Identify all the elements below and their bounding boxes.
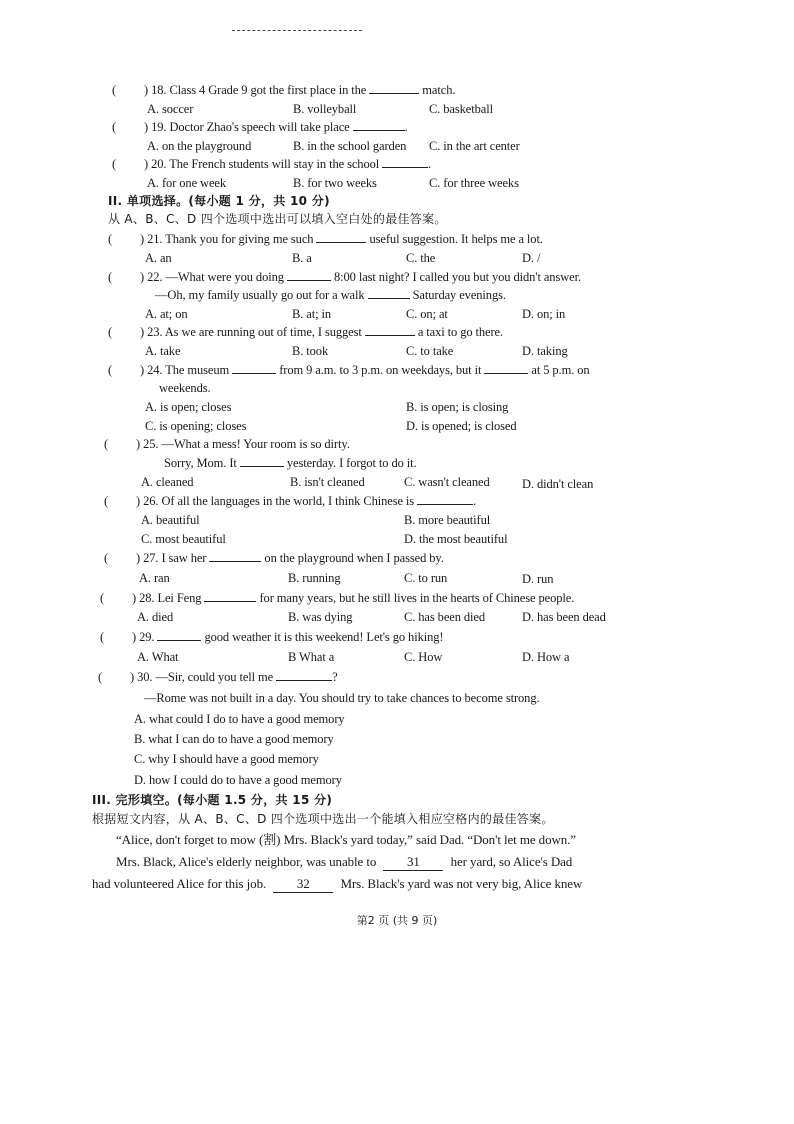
q18-option-a: A. soccer [147,102,194,116]
q27-option-d: D. run [522,572,554,586]
passage-line-3: had volunteered Alice for this job. 32 Mrs. Black's yard was not very big, Alice knew [92,876,583,891]
question-23: ( ) 23. As we are running out of time, I suggest a taxi to go there. [108,325,504,339]
q23-option-a: A. take [145,344,181,358]
answer-blank [353,119,405,131]
question-21: ( ) 21. Thank you for giving me such useful suggestion. It helps me a lot. [108,232,543,246]
q29-option-d: D. How a [522,650,570,664]
q29-option-a: A. What [137,650,179,664]
question-30: ( ) 30. —Sir, could you tell me ? [98,670,338,684]
q26-option-a: A. beautiful [141,513,200,527]
q21-option-d: D. / [522,251,541,265]
question-29: ( ) 29. good weather it is this weekend! Let's go hiking! [100,630,444,644]
question-20: ( ) 20. The French students will stay in the school . [112,157,432,171]
passage-line-1: “Alice, don't forget to mow (割) Mrs. Black's yard today,” said Dad. “Don't let me down.” [116,832,576,847]
section-3-title: III. 完形填空。(每小题 1.5 分，共 15 分) [92,793,333,807]
q26-option-b: B. more beautiful [404,513,491,527]
q25-option-c: C. wasn't cleaned [404,475,490,489]
question-18: ( ) 18. Class 4 Grade 9 got the first place in the match. [112,83,456,97]
q27-option-a: A. ran [139,571,170,585]
q25-option-a: A. cleaned [141,475,194,489]
q21-option-a: A. an [145,251,172,265]
q20-option-c: C. for three weeks [429,176,519,190]
q18-option-b: B. volleyball [293,102,357,116]
question-28: ( ) 28. Lei Feng for many years, but he still lives in the hearts of Chinese people. [100,591,575,605]
q24-option-a: A. is open; closes [145,400,232,414]
q26-option-d: D. the most beautiful [404,532,508,546]
answer-blank [276,669,332,681]
q19-option-a: A. on the playground [147,139,252,153]
blank-31: 31 [383,854,443,871]
q21-option-c: C. the [406,251,436,265]
question-26: ( ) 26. Of all the languages in the world, I think Chinese is . [104,494,477,508]
q30-option-c: C. why I should have a good memory [134,752,319,766]
answer-blank [382,156,428,168]
q18-option-c: C. basketball [429,102,493,116]
answer-blank [368,287,410,299]
q29-option-c: C. How [404,650,443,664]
q22-option-c: C. on; at [406,307,448,321]
q30-option-d: D. how I could do to have a good memory [134,773,342,787]
header-rule [232,30,362,31]
q24-option-d: D. is opened; is closed [406,419,517,433]
answer-blank [365,324,415,336]
q28-option-a: A. died [137,610,174,624]
page-footer [0,912,794,928]
q30-option-a: A. what could I do to have a good memory [134,712,345,726]
q19-option-b: B. in the school garden [293,139,407,153]
answer-blank [316,231,366,243]
q20-option-b: B. for two weeks [293,176,377,190]
answer-blank [204,590,256,602]
blank-32: 32 [273,876,333,893]
question-24-cont: weekends. [159,381,211,395]
q22-option-d: D. on; in [522,307,566,321]
q22-option-b: B. at; in [292,307,332,321]
question-24: ( ) 24. The museum from 9 a.m. to 3 p.m. on weekdays, but it at 5 p.m. on [108,363,590,377]
q24-option-c: C. is opening; closes [145,419,247,433]
question-22-reply: —Oh, my family usually go out for a walk Saturday evenings. [155,288,506,302]
q27-option-c: C. to run [404,571,448,585]
section-2-instructions: 从 A、B、C、D 四个选项中选出可以填入空白处的最佳答案。 [108,212,447,226]
answer-blank [417,493,473,505]
question-30-reply: —Rome was not built in a day. You should try to take chances to become strong. [144,691,540,705]
answer-blank [369,82,419,94]
q23-option-d: D. taking [522,344,568,358]
answer-blank [157,629,201,641]
q29-option-b: B What a [288,650,335,664]
answer-blank [232,362,276,374]
page-number: 第2 页 (共 9 页) [356,914,438,927]
passage-line-2: Mrs. Black, Alice's elderly neighbor, was unable to 31 her yard, so Alice's Dad [116,854,573,869]
q24-option-b: B. is open; is closing [406,400,509,414]
section-3-instructions: 根据短文内容，从 A、B、C、D 四个选项中选出一个能填入相应空格内的最佳答案。 [92,812,554,826]
q25-option-b: B. isn't cleaned [290,475,365,489]
q26-option-c: C. most beautiful [141,532,226,546]
q27-option-b: B. running [288,571,341,585]
q25-option-d: D. didn't clean [522,477,594,491]
question-27: ( ) 27. I saw her on the playground when I passed by. [104,551,444,565]
section-2-title: II. 单项选择。(每小题 1 分，共 10 分) [108,194,330,208]
q22-option-a: A. at; on [145,307,188,321]
question-25-reply: Sorry, Mom. It yesterday. I forgot to do it. [164,456,417,470]
q20-option-a: A. for one week [147,176,227,190]
answer-blank [240,455,284,467]
question-25: ( ) 25. —What a mess! Your room is so dirty. [104,437,350,451]
question-22: ( ) 22. —What were you doing 8:00 last night? I called you but you didn't answer. [108,270,581,284]
question-19: ( ) 19. Doctor Zhao's speech will take place . [112,120,408,134]
q28-option-d: D. has been dead [522,610,606,624]
q28-option-b: B. was dying [288,610,353,624]
answer-blank [287,269,331,281]
q23-option-b: B. took [292,344,329,358]
answer-blank [209,550,261,562]
q23-option-c: C. to take [406,344,454,358]
answer-blank [484,362,528,374]
q28-option-c: C. has been died [404,610,486,624]
q30-option-b: B. what I can do to have a good memory [134,732,334,746]
q21-option-b: B. a [292,251,312,265]
q19-option-c: C. in the art center [429,139,520,153]
